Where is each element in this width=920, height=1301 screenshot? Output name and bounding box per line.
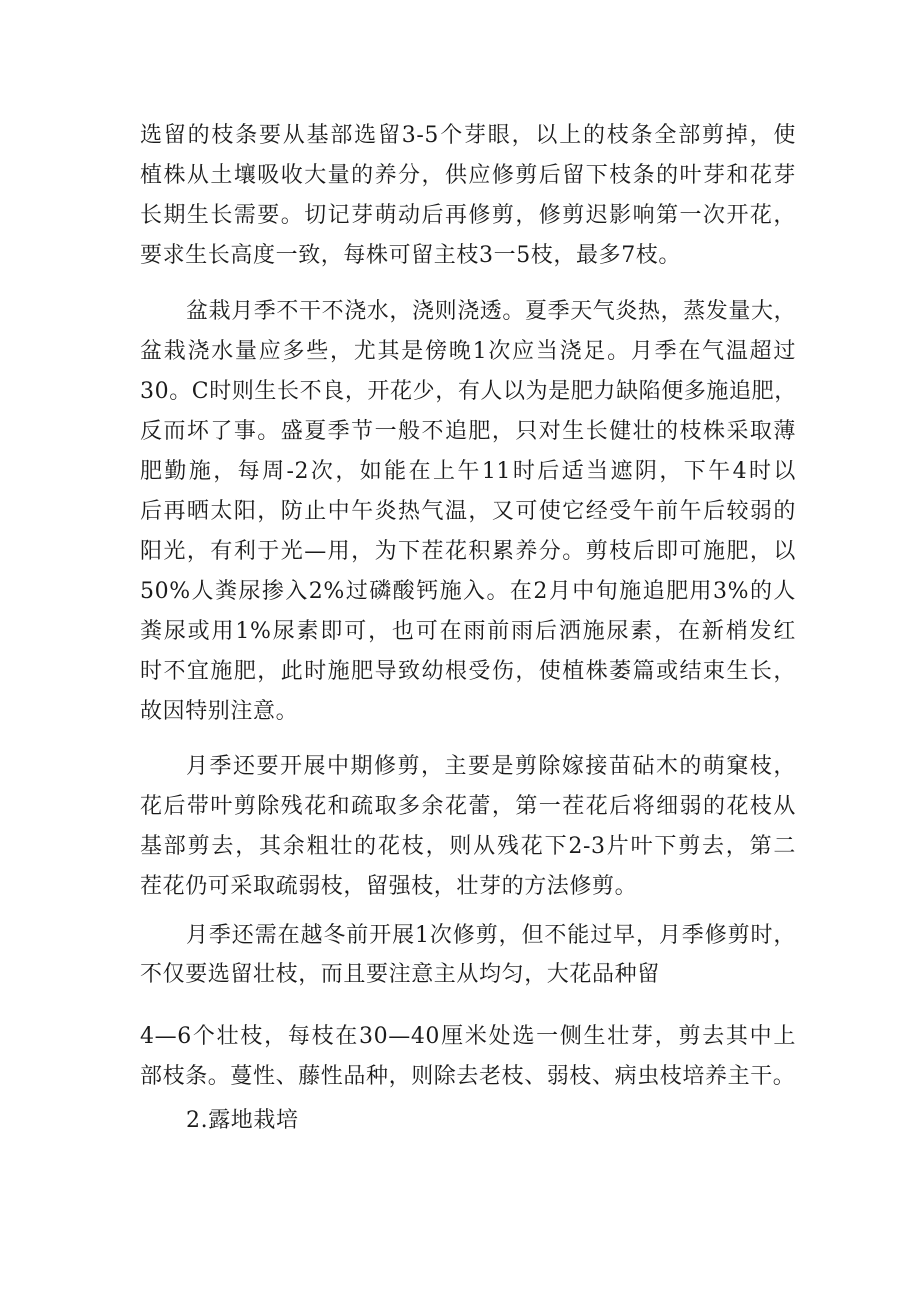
text-line: 后再晒太阳，防止中午炎热气温，又可使它经受午前午后较弱的 <box>140 499 796 524</box>
text-line: 30。C时则生长不良，开花少，有人以为是肥力缺陷便多施追肥， <box>140 379 797 404</box>
text-line: 选留的枝条要从基部选留3-5个芽眼，以上的枝条全部剪掉，使 <box>140 123 796 148</box>
text-line: 反而坏了事。盛夏季节一般不追肥，只对生长健壮的枝株采取薄 <box>140 419 796 444</box>
text-line: 基部剪去，其余粗壮的花枝，则从残花下2-3片叶下剪去，第二 <box>140 834 796 859</box>
text-line: 要求生长高度一致，每株可留主枝3一5枝，最多7枝。 <box>140 243 681 268</box>
text-line: 故因特别注意。 <box>140 699 299 724</box>
text-line: 盆栽浇水量应多些，尤其是傍晚1次应当浇足。月季在气温超过 <box>140 339 796 364</box>
text-line: 盆栽月季不干不浇水，浇则浇透。夏季天气炎热，蒸发量大， <box>186 299 797 324</box>
text-line: 阳光，有利于光—用，为下茬花积累养分。剪枝后即可施肥，以 <box>140 539 796 564</box>
text-line: 时不宜施肥，此时施肥导致幼根受伤，使植株萎篇或结束生长， <box>140 659 796 684</box>
text-line: 月季还需在越冬前开展1次修剪，但不能过早，月季修剪时， <box>186 923 796 948</box>
text-line: 长期生长需要。切记芽萌动后再修剪，修剪迟影响第一次开花， <box>140 203 796 228</box>
text-line: 粪尿或用1%尿素即可，也可在雨前雨后洒施尿素，在新梢发红 <box>140 619 796 644</box>
text-line: 植株从土壤吸收大量的养分，供应修剪后留下枝条的叶芽和花芽 <box>140 163 796 188</box>
text-line: 4—6个壮枝，每枝在30—40厘米处选一侧生壮芽，剪去其中上 <box>140 1024 796 1049</box>
section-heading: 2.露地栽培 <box>186 1108 299 1133</box>
text-line: 不仅要选留壮枝，而且要注意主从均匀，大花品种留 <box>140 962 660 987</box>
text-line: 50%人粪尿掺入2%过磷酸钙施入。在2月中旬施追肥用3%的人 <box>140 579 796 604</box>
text-line: 月季还要开展中期修剪，主要是剪除嫁接苗砧木的萌窠枝， <box>186 754 796 779</box>
text-line: 花后带叶剪除残花和疏取多余花蕾，第一茬花后将细弱的花枝从 <box>140 794 796 819</box>
text-line: 茬花仍可采取疏弱枝，留强枝，壮芽的方法修剪。 <box>140 874 638 899</box>
text-line: 肥勤施，每周-2次，如能在上午11时后适当遮阴，下午4时以 <box>140 459 796 484</box>
text-line: 部枝条。蔓性、藤性品种，则除去老枝、弱枝、病虫枝培养主干。 <box>140 1064 796 1089</box>
